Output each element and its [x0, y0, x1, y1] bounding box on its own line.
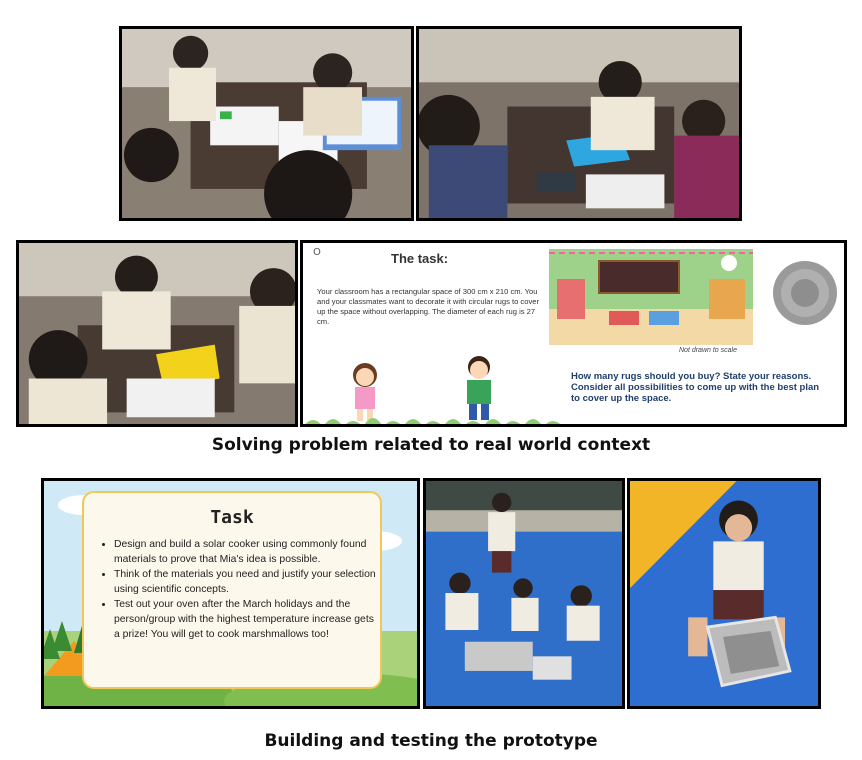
photo-students-with-blue-paper [416, 26, 742, 221]
task-bullet-list [100, 537, 380, 642]
task-card-title: Task [210, 507, 254, 528]
not-to-scale-note: Not drawn to scale [679, 347, 737, 354]
task-slide-solar-cooker [41, 478, 420, 709]
caption-building-testing: Building and testing the prototype [264, 731, 598, 751]
task-bullet: • Think of the materials you need and justify your selection using scientific concepts. [114, 567, 380, 597]
slide-title: The task: [391, 251, 449, 266]
task-card [82, 491, 382, 689]
slide-question: How many rugs should you buy? State your reasons. Consider all possibilities to come up with the best plan to cover up the space. [571, 371, 820, 404]
grass-decoration [303, 409, 563, 427]
caption-real-world-context: Solving problem related to real world context [211, 435, 651, 455]
photo-students-with-laptop [119, 26, 414, 221]
task-slide-real-world [300, 240, 847, 427]
task-bullet: • Test out your oven after the March holidays and the person/group with the highest temperature increase gets a prize! You will get to cook marshmallows too! [114, 597, 380, 642]
classroom-illustration [549, 249, 753, 345]
photo-boy-with-solar-cooker [627, 478, 821, 709]
photo-students-with-yellow-paper [16, 240, 298, 427]
task-bullet: • Design and build a solar cooker using commonly found materials to prove that Mia's idea is possible. [114, 537, 380, 567]
slide-corner-mark: O [313, 247, 321, 258]
rug-image [765, 253, 845, 333]
slide-task-text: Your classroom has a rectangular space of 300 cm x 210 cm. You and your classmates want to decorate it with circular rugs to cover up the space without overlapping. The diameter of each rug is 27 cm. [317, 287, 540, 326]
photo-group-testing-cooker [423, 478, 625, 709]
